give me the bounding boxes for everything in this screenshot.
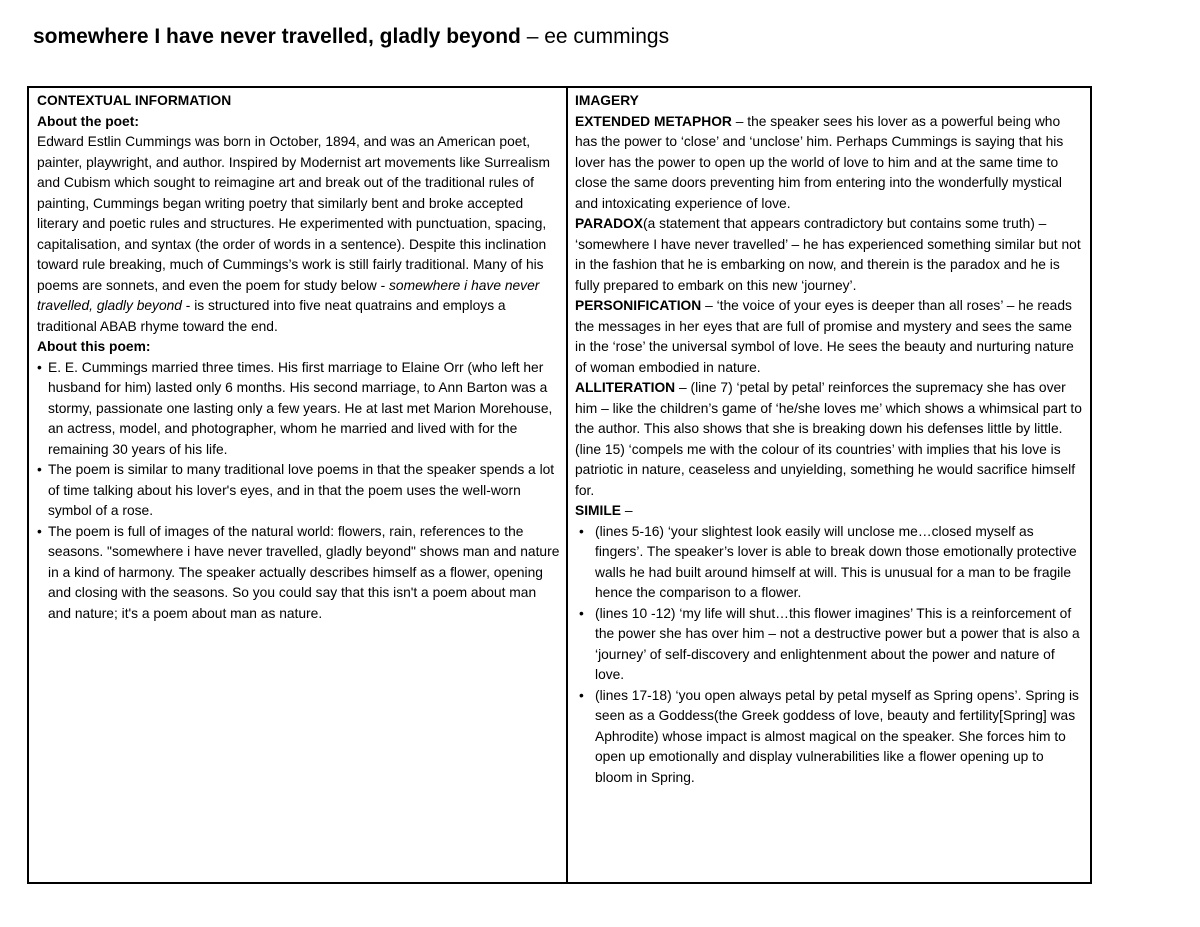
- extended-metaphor-text: – the speaker sees his lover as a powerful being who has the power to ‘close’ and ‘unclose’ him. Perhaps Cummings is saying that his lover has the power to open up the world of love to him and at the same time to close the same doors preventing him from entering into the wonderfully mystical and intoxicating experience of love.: [575, 113, 1064, 211]
- list-item: • E. E. Cummings married three times. His first marriage to Elaine Orr (who left her husband for him) lasted only 6 months. His second marriage, to Ann Barton was a stormy, passionate one lasting only a few years. He at last met Marion Morehouse, an actress, model, and photographer, whom he married and lived with for the remaining 30 years of his life.: [37, 358, 560, 461]
- paradox-entry: [575, 214, 1084, 296]
- alliteration-label: ALLITERATION: [575, 380, 676, 395]
- list-item: • (lines 17-18) ‘you open always petal by petal myself as Spring opens’. Spring is seen as a Goddess(the Greek goddess of love, beauty and fertility[Spring] was Aphrodite) whose impact is almost magical on the speaker. She forces him to open up emotionally and display vulnerabilities like a flower opening up to bloom in Spring.: [575, 686, 1084, 789]
- document-title: [33, 22, 669, 52]
- simile-dash: –: [621, 503, 633, 518]
- paradox-label: PARADOX: [575, 216, 643, 231]
- paradox-text: (a statement that appears contradictory but contains some truth) – ‘somewhere I have never travelled’ – he has experienced something similar but not in the fashion that he is embarking on now, and therein is the paradox and he is fully prepared to embark on this new ‘journey’.: [575, 216, 1081, 293]
- simile-entry: [575, 501, 1084, 522]
- list-item: • (lines 10 -12) ‘my life will shut…this flower imagines’ This is a reinforcement of the power she has over him – not a destructive power but a power that is also a ‘journey’ of self-discovery and enlightenment about the power and nature of love.: [575, 604, 1084, 686]
- personification-label: PERSONIFICATION: [575, 298, 702, 313]
- title-poem-name: somewhere I have never travelled, gladly beyond: [33, 25, 521, 48]
- contextual-information-column: [29, 88, 568, 882]
- imagery-column: [568, 88, 1090, 882]
- list-item: • The poem is full of images of the natural world: flowers, rain, references to the seasons. "somewhere i have never travelled, gladly beyond" shows man and nature in a kind of harmony. The speaker actually describes himself as a flower, opening and closing with the seasons. So you could say that this isn't a poem about man and nature; it's a poem about man as nature.: [37, 522, 560, 625]
- poet-biography: [37, 132, 560, 337]
- imagery-heading: IMAGERY: [575, 93, 639, 108]
- list-item: • (lines 5-16) ‘your slightest look easily will unclose me…closed myself as fingers’. The speaker’s lover is able to break down those emotionally protective walls he had built around himself at will. This is unusual for a man to be fragile hence the comparison to a flower.: [575, 522, 1084, 604]
- simile-label: SIMILE: [575, 503, 621, 518]
- bio-text-start: Edward Estlin Cummings was born in October, 1894, and was an American poet, painter, playwright, and author. Inspired by Modernist art movements like Surrealism and Cubism which sought to reimagine art and break out of the traditional rules of painting, Cummings began writing poetry that similarly bent and broke accepted literary and poetic rules and structures. He experimented with punctuation, spacing, capitalisation, and syntax (the order of words in a sentence). Despite this inclination toward rule breaking, much of Cummings’s work is still fairly traditional. Many of his poems are sonnets, and even the poem for study below -: [37, 134, 551, 293]
- personification-text: – ‘the voice of your eyes is deeper than all roses’ – he reads the messages in her eyes that are full of promise and mystery and sees the same in the ‘rose’ the universal symbol of love. He sees the beauty and nurturing nature of woman embodied in nature.: [575, 298, 1074, 375]
- line-15-entry: (line 15) ‘compels me with the colour of its countries’ with implies that his love is patriotic in nature, ceaseless and unyielding, something he would sacrifice himself for.: [575, 441, 1076, 498]
- simile-list: [575, 522, 1084, 789]
- bio-poem-title: somewhere i have never travelled, gladly beyond: [37, 277, 540, 313]
- alliteration-entry: [575, 378, 1084, 440]
- about-poem-label: About this poem:: [37, 339, 151, 354]
- bio-text-end: - is structured into five neat quatrains and employs a traditional ABAB rhyme toward the end.: [37, 298, 506, 334]
- info-table: [27, 86, 1092, 884]
- about-poet-label: About the poet:: [37, 113, 139, 129]
- title-author: – ee cummings: [520, 25, 670, 48]
- extended-metaphor-label: EXTENDED METAPHOR: [575, 113, 732, 129]
- alliteration-text: – (line 7) ‘petal by petal’ reinforces the supremacy she has over him – like the children’s game of ‘he/she loves me’ which shows a whimsical part to the author. This also shows that she is breaking down his defenses little by little.: [575, 380, 1082, 436]
- personification-entry: [575, 296, 1084, 378]
- extended-metaphor-entry: [575, 112, 1084, 215]
- list-item: • The poem is similar to many traditional love poems in that the speaker spends a lot of time talking about his lover's eyes, and in that the poem uses the well-worn symbol of a rose.: [37, 460, 560, 522]
- about-poem-list: [37, 358, 560, 625]
- contextual-heading: CONTEXTUAL INFORMATION: [37, 93, 232, 108]
